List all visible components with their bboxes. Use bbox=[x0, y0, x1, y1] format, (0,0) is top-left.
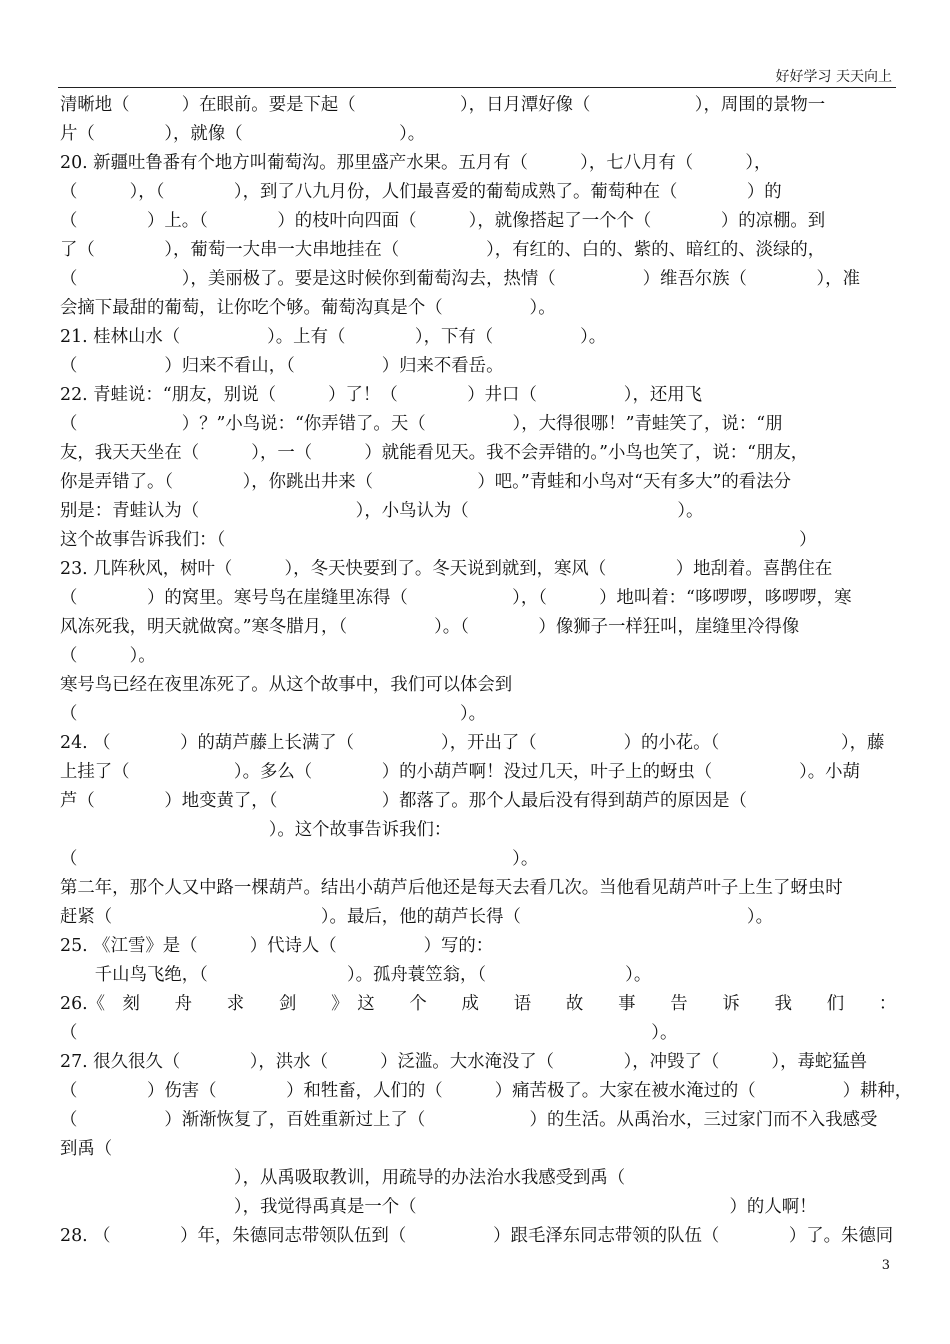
text-line: 友，我天天坐在（ ），一（ ）就能看见天。我不会弄错的。”小鸟也笑了，说：“朋友， bbox=[60, 443, 809, 463]
text-line: （ ）。 bbox=[60, 849, 539, 869]
text-line: ），从禹吸取教训，用疏导的办法治水我感受到禹（ bbox=[60, 1168, 626, 1188]
text-line: （ ）。 bbox=[60, 646, 156, 666]
text-line: （ ），（ ），到了八九月份，人们最喜爱的葡萄成熟了。葡萄种在（ ）的 bbox=[60, 182, 782, 202]
text-line: 20. 新疆吐鲁番有个地方叫葡萄沟。那里盛产水果。五月有（ ），七八月有（ ）， bbox=[60, 153, 772, 173]
text-line: 24. （ ）的葫芦藤上长满了（ ），开出了（ ）的小花。（ ），藤 bbox=[60, 733, 885, 753]
text-line: 这个故事告诉我们：（ ） bbox=[60, 530, 817, 550]
header-divider bbox=[58, 87, 896, 88]
page-header: 好好学习 天天向上 bbox=[775, 69, 892, 85]
text-line: 到禹（ bbox=[60, 1139, 113, 1159]
text-line: 了（ ），葡萄一大串一大串地挂在（ ），有红的、白的、紫的、暗红的、淡绿的， bbox=[60, 240, 826, 260]
text-line: 28. （ ）年，朱德同志带领队伍到（ ）跟毛泽东同志带领的队伍（ ）了。朱德同 bbox=[60, 1226, 894, 1246]
text-line: 上挂了（ ）。多么（ ）的小葫芦啊！没过几天，叶子上的蚜虫（ ）。小葫 bbox=[60, 762, 860, 782]
text-line: 千山鸟飞绝，（ ）。孤舟蓑笠翁，（ ）。 bbox=[60, 965, 652, 985]
text-line: 赶紧（ ）。最后，他的葫芦长得（ ）。 bbox=[60, 907, 774, 927]
text-line: （ ）上。（ ）的枝叶向四面（ ），就像搭起了一个个（ ）的凉棚。到 bbox=[60, 211, 826, 231]
text-line: 25. 《江雪》是（ ）代诗人（ ）写的： bbox=[60, 936, 494, 956]
text-line: 别是：青蛙认为（ ），小鸟认为（ ）。 bbox=[60, 501, 704, 521]
text-line: （ ）。 bbox=[60, 1023, 678, 1043]
text-line: （ ）归来不看山，（ ）归来不看岳。 bbox=[60, 356, 504, 376]
text-line: 寒号鸟已经在夜里冻死了。从这个故事中，我们可以体会到 bbox=[60, 675, 513, 695]
text-line: 会摘下最甜的葡萄，让你吃个够。葡萄沟真是个（ ）。 bbox=[60, 298, 556, 318]
text-line: 风冻死我，明天就做窝。”寒冬腊月，（ ）。（ ）像狮子一样狂叫，崖缝里冷得像 bbox=[60, 617, 800, 637]
text-line: 你是弄错了。（ ），你跳出井来（ ）吧。”青蛙和小鸟对“天有多大”的看法分 bbox=[60, 472, 791, 492]
text-line: 22. 青蛙说：“朋友，别说（ ）了！（ ）井口（ ），还用飞 bbox=[60, 385, 703, 405]
text-line: 清晰地（ ）在眼前。要是下起（ ），日月潭好像（ ），周围的景物一 bbox=[60, 95, 826, 115]
text-line: 片（ ），就像（ ）。 bbox=[60, 124, 426, 144]
text-line: ）。这个故事告诉我们： bbox=[60, 820, 452, 840]
text-line: （ ），美丽极了。要是这时候你到葡萄沟去，热情（ ）维吾尔族（ ），准 bbox=[60, 269, 860, 289]
text-line: 第二年，那个人又中路一棵葫芦。结出小葫芦后他还是每天去看几次。当他看见葫芦叶子上生了蚜虫时 bbox=[60, 878, 843, 898]
page-number: 3 bbox=[881, 1258, 890, 1273]
text-line: 23. 几阵秋风，树叶（ ），冬天快要到了。冬天说到就到，寒风（ ）地刮着。喜鹊住在 bbox=[60, 559, 833, 579]
text-line: （ ）伤害（ ）和牲畜，人们的（ ）痛苦极了。大家在被水淹过的（ ）耕种， bbox=[60, 1081, 913, 1101]
text-line: （ ）的窝里。寒号鸟在崖缝里冻得（ ），（ ）地叫着：“哆啰啰，哆啰啰，寒 bbox=[60, 588, 852, 608]
text-line: 21. 桂林山水（ ）。上有（ ），下有（ ）。 bbox=[60, 327, 607, 347]
text-line: 芦（ ）地变黄了，（ ）都落了。那个人最后没有得到葫芦的原因是（ bbox=[60, 791, 747, 811]
text-line: （ ）渐渐恢复了，百姓重新过上了（ ）的生活。从禹治水，三过家门而不入我感受 bbox=[60, 1110, 878, 1130]
text-line: 26.《 刻 舟 求 剑 》 这 个 成 语 故 事 告 诉 我 们 ： bbox=[60, 994, 897, 1014]
text-line: （ ）？”小鸟说：“你弄错了。天（ ），大得很哪！”青蛙笑了，说：“朋 bbox=[60, 414, 783, 434]
text-line: （ ）。 bbox=[60, 704, 487, 724]
text-line: 27. 很久很久（ ），洪水（ ）泛滥。大水淹没了（ ），冲毁了（ ），毒蛇猛兽 bbox=[60, 1052, 868, 1072]
text-line: ），我觉得禹真是一个（ ）的人啊！ bbox=[60, 1197, 817, 1217]
